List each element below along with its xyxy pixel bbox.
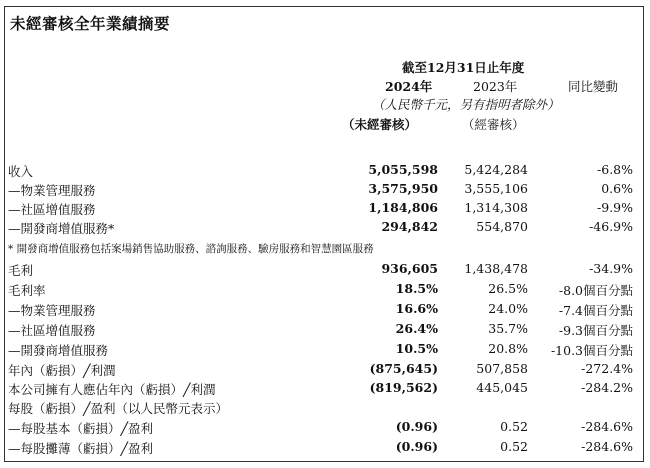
value-2024: (0.96) [395, 419, 438, 434]
table-row [8, 439, 633, 458]
yoy-change: -8.0個百分點 [558, 283, 633, 298]
row-label: —每股攤薄（虧損）╱盈利 [8, 441, 154, 456]
row-label: —物業管理服務 [8, 303, 96, 318]
value-2023: 5,424,284 [464, 162, 528, 177]
yoy-change: -6.8% [597, 162, 633, 177]
table-row [8, 361, 633, 380]
table-row [8, 321, 633, 340]
yoy-change: -9.9% [597, 200, 633, 215]
table-row [8, 419, 633, 438]
status-current-header: （未經審核） [342, 117, 418, 132]
table-row [8, 261, 633, 280]
value-2024: 294,842 [381, 219, 438, 234]
value-2024: 3,575,950 [368, 181, 438, 196]
value-2024: 10.5% [395, 341, 438, 356]
row-label: 本公司擁有人應佔年內（虧損）╱利潤 [8, 382, 216, 397]
status-prior-header: （經審核） [462, 117, 525, 132]
value-2024: 5,055,598 [368, 162, 438, 177]
table-row [8, 341, 633, 360]
yoy-change: -272.4% [581, 361, 633, 376]
yoy-change: 0.6% [601, 181, 633, 196]
value-2024: 18.5% [395, 281, 438, 296]
row-label: —物業管理服務 [8, 183, 96, 198]
year-prior-header: 2023年 [473, 79, 518, 94]
value-2024: 1,184,806 [368, 200, 438, 215]
value-2023: 20.8% [488, 341, 528, 356]
value-2023: 0.52 [500, 419, 528, 434]
table-row [8, 380, 633, 399]
row-label: —每股基本（虧損）╱盈利 [8, 421, 154, 436]
row-label: —社區增值服務 [8, 202, 96, 217]
value-2024: (819,562) [369, 380, 438, 395]
table-row [8, 281, 633, 300]
value-2023: 35.7% [488, 321, 528, 336]
value-2023: 0.52 [500, 439, 528, 454]
yoy-change: -284.6% [581, 419, 633, 434]
footnote: * 開發商增值服務包括案場銷售協助服務、諮詢服務、驗房服務和智慧園區服務 [8, 243, 374, 255]
value-2024: (0.96) [395, 439, 438, 454]
value-2023: 1,438,478 [464, 261, 528, 276]
row-label: 毛利率 [8, 283, 46, 298]
yoy-change: -284.6% [581, 439, 633, 454]
value-2023: 445,045 [476, 380, 528, 395]
table-row [8, 301, 633, 320]
table-row [8, 200, 633, 219]
yoy-change: -10.3個百分點 [550, 343, 633, 358]
yoy-change: -7.4個百分點 [558, 303, 633, 318]
row-label: 收入 [8, 164, 34, 179]
row-label: —開發商增值服務 [8, 343, 109, 358]
value-2023: 24.0% [488, 301, 528, 316]
value-2024: (875,645) [369, 361, 438, 376]
value-2024: 936,605 [381, 261, 438, 276]
yoy-change: -46.9% [589, 219, 633, 234]
table-row [8, 162, 633, 181]
value-2023: 507,858 [476, 361, 528, 376]
row-label: 毛利 [8, 263, 34, 278]
row-label: —開發商增值服務* [8, 221, 115, 236]
table-row [8, 219, 633, 238]
row-label: 年內（虧損）╱利潤 [8, 363, 116, 378]
table-row [8, 181, 633, 200]
page-title: 未經審核全年業績摘要 [10, 14, 171, 33]
value-2024: 26.4% [395, 321, 438, 336]
value-2023: 26.5% [488, 281, 528, 296]
yoy-change: -9.3個百分點 [558, 323, 633, 338]
yoy-header: 同比變動 [568, 79, 619, 94]
value-2024: 16.6% [395, 301, 438, 316]
value-2023: 554,870 [476, 219, 528, 234]
yoy-change: -34.9% [589, 261, 633, 276]
row-label: —社區增值服務 [8, 323, 96, 338]
year-current-header: 2024年 [385, 79, 433, 94]
table-row [8, 399, 633, 418]
row-label: 每股（虧損）╱盈利（以人民幣元表示） [8, 401, 229, 416]
period-header: 截至12月31日止年度 [402, 60, 525, 75]
value-2023: 1,314,308 [464, 200, 528, 215]
value-2023: 3,555,106 [464, 181, 528, 196]
unit-header: （人民幣千元，另有指明者除外） [372, 97, 560, 112]
yoy-change: -284.2% [581, 380, 633, 395]
